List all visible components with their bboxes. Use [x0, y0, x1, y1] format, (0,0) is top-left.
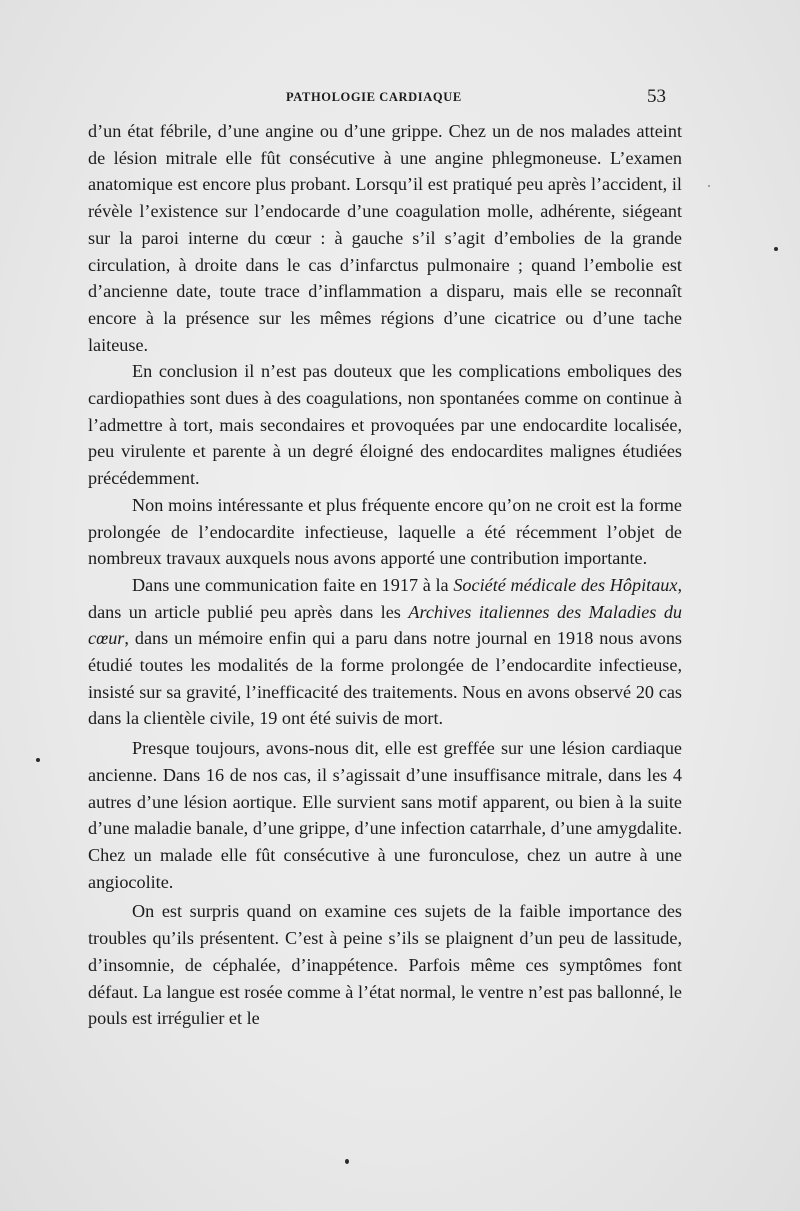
paragraph-4 [88, 572, 682, 732]
paragraph-3: Non moins intéressante et plus fréquente encore qu’on ne croit est la forme prolongée de l’endocardite infectieuse, laquelle a été récemment l’objet de nombreux travaux auxquels nous avons apporté une contribution importante. [88, 494, 682, 569]
ink-speck [708, 185, 710, 187]
running-head-title: PATHOLOGIE CARDIAQUE [286, 90, 462, 104]
paragraph-4-text-a: Dans une communication faite en 1917 à la [132, 574, 454, 595]
ink-speck [774, 247, 778, 251]
paragraph-2: En conclusion il n’est pas douteux que les complications emboliques des cardiopathies sont dues à des coagulations, non spontanées comme on continue à l’admettre à tort, mais secondaires et provoquées par une endocardite localisée, peu virulente et parente à un degré éloigné des endocardites malignes étudiées précédemment. [88, 361, 682, 489]
running-head [0, 86, 800, 112]
paragraph-6: On est surpris quand on examine ces sujets de la faible importance des troubles qu’ils présentent. C’est à peine s’ils se plaignent d’un peu de lassitude, d’insomnie, de céphalée, d’inappétence. Parfois même ces symptômes font défaut. La langue est rosée comme à l’état normal, le ventre n’est pas ballonné, le pouls est irrégulier et le [88, 901, 682, 1029]
journal-title-archives-italiennes: Archives italiennes des Maladies du cœur [88, 601, 683, 649]
page-number: 53 [647, 86, 666, 107]
paragraph-5: Presque toujours, avons-nous dit, elle est greffée sur une lésion cardiaque ancienne. Dans 16 de nos cas, il s’agissait d’une insuffisance mitrale, dans les 4 autres d’une lésion aortique. Elle survient sans motif apparent, ou bien à la suite d’une maladie banale, d’une grippe, d’une infection catarrhale, d’une amygdalite. Chez un malade elle fût consécutive à une furonculose, chez un autre à une angiocolite. [88, 738, 682, 892]
journal-title-societe-medicale: Société médicale des Hôpitaux [453, 574, 678, 595]
paragraph-4-text-c: , dans un mémoire enfin qui a paru dans notre journal en 1918 nous avons étudié toutes les modalités de la forme prolongée de l’endocardite infectieuse, insisté sur sa gravité, l’inefficacité des traitements. Nous en avons observé 20 cas dans la clientèle civile, 19 ont été suivis de mort. [88, 628, 682, 729]
paragraph-4-text-b: , dans un article publié peu après dans les [88, 574, 683, 622]
ink-speck [36, 758, 40, 762]
paragraph-1: d’un état fébrile, d’une angine ou d’une grippe. Chez un de nos malades atteint de lésion mitrale elle fût consécutive à une angine phlegmoneuse. L’examen anatomique est encore plus probant. Lorsqu’il est pratiqué peu après l’accident, il révèle l’existence sur l’endocarde d’une coagulation molle, adhérente, siégeant sur la paroi interne du cœur : à gauche s’il s’agit d’embolies de la grande circulation, à droite dans le cas d’infarctus pulmonaire ; quand l’embolie est d’ancienne date, toute trace d’inflammation a disparu, mais elle se reconnaît encore à la présence sur les mêmes régions d’une cicatrice ou d’une tache laiteuse. [88, 121, 682, 355]
ink-speck [345, 1159, 349, 1164]
body-text [88, 118, 682, 1032]
